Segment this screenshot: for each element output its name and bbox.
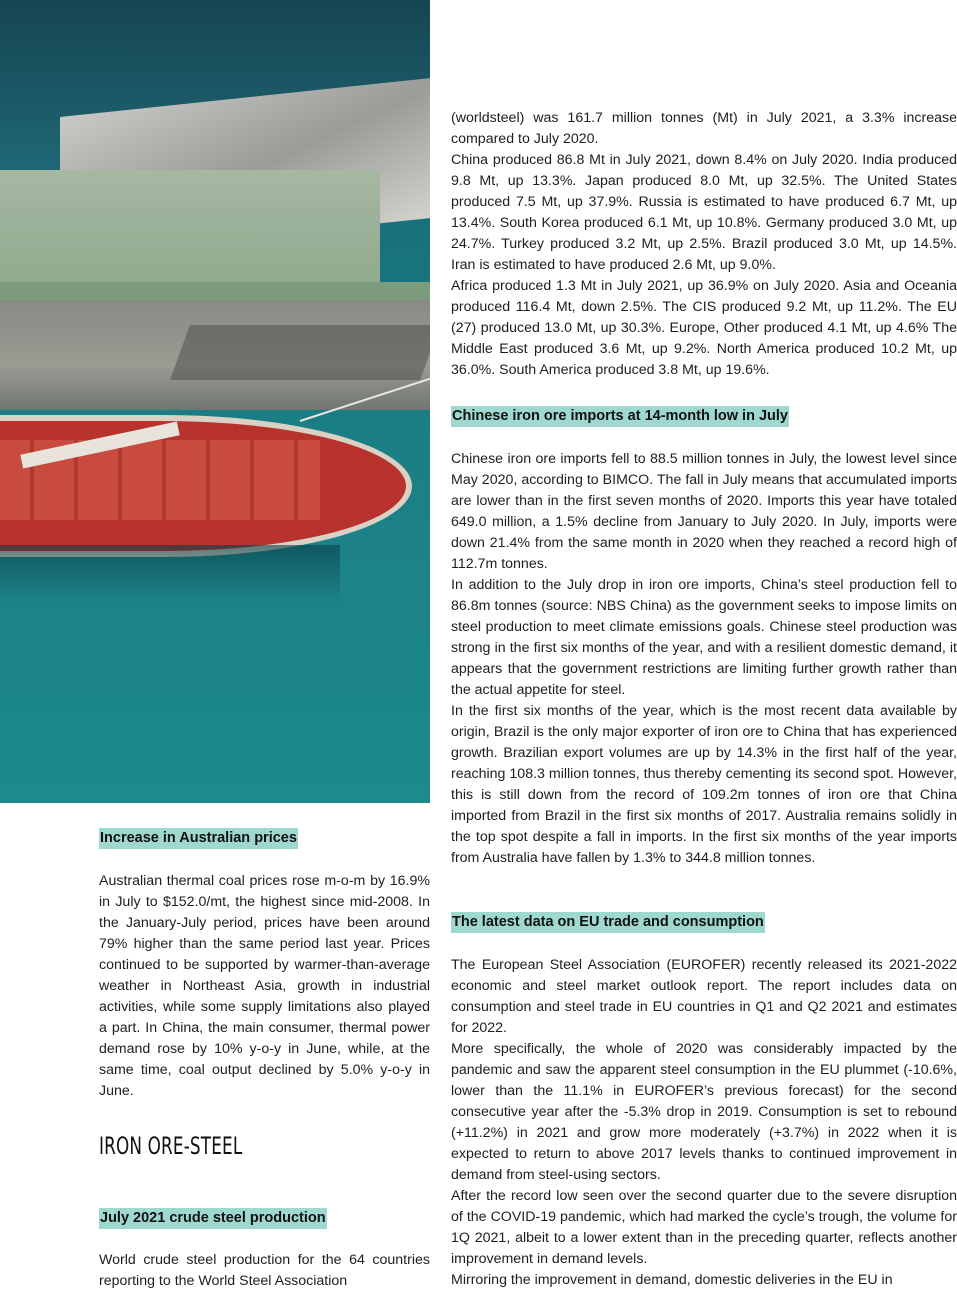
paragraph: World crude steel production for the 64 countries reporting to the World Steel Association xyxy=(99,1252,430,1289)
worldsteel-block xyxy=(451,108,957,381)
eu-block xyxy=(451,955,957,1291)
paragraph: Chinese iron ore imports fell to 88.5 million tonnes in July, the lowest level since May 2020, according to BIMCO. The fall in July means that accumulated imports are lower than in the first seven months of 2020. Imports this year have totaled 649.0 million, a 1.5% decline from January to July 2020. In July, imports were down 21.4% from the same month in 2020 when they reached a record high of 112.7m tonnes. xyxy=(451,451,957,572)
paragraph: (worldsteel) was 161.7 million tonnes (Mt) in July 2021, a 3.3% increase compared to July 2020. xyxy=(451,110,957,147)
paragraph: China produced 86.8 Mt in July 2021, down 8.4% on July 2020. India produced 9.8 Mt, up 13.3%. Japan produced 8.0 Mt, up 32.5%. The United States produced 7.5 Mt, up 37.9%. Russia is estimated to have produced 6.7 Mt, up 13.4%. South Korea produced 6.1 Mt, up 10.8%. Germany produced 3.0 Mt, up 24.7%. Turkey produced 3.2 Mt, up 2.5%. Brazil produced 3.0 Mt, up 14.5%. Iran is estimated to have produced 2.6 Mt, up 9.0%. xyxy=(451,152,957,273)
heading-australian-prices: Increase in Australian prices xyxy=(99,828,298,849)
heading-eu-block xyxy=(451,912,957,933)
paragraph: In the first six months of the year, which is the most recent data available by origin, Brazil is the only major exporter of iron ore to China that has experienced growth. Brazilian export volumes are up by 14.3% in the first half of the year, reaching 108.3 million tonnes, thus thereby cementing its second spot. However, this is still down from the record of 109.2m tonnes of iron ore that China imported from Brazil in the first six months of 2017. Australia remains solidly in the top spot despite a fall in imports. In the first six months of the year imports from Australia have fallen by 1.3% to 344.8 million tonnes. xyxy=(451,703,957,866)
quay-shadow xyxy=(170,325,430,380)
heading-australia-block xyxy=(99,828,430,849)
heading-eu-trade: The latest data on EU trade and consumption xyxy=(451,912,765,933)
hull-shadow xyxy=(0,545,340,605)
paragraph: Australian thermal coal prices rose m-o-m by 16.9% in July to $152.0/mt, the highest since mid-2008. In the January-July period, prices have been around 79% higher than the same period last year. Prices continued to be supported by warmer-than-average weather in Northeast Asia, growth in industrial activities, while some supply limitations also played a part. In China, the main consumer, thermal power demand rose by 10% y-o-y in June, while, at the same time, coal output declined by 5.0% y-o-y in June. xyxy=(99,873,430,1099)
warehouse-roof xyxy=(0,170,380,300)
heading-crude-steel: July 2021 crude steel production xyxy=(99,1208,327,1229)
section-title: IRON ORE-STEEL xyxy=(99,1132,243,1160)
paragraph: In addition to the July drop in iron ore imports, China’s steel production fell to 86.8m tonnes (source: NBS China) as the government seeks to impose limits on steel production to meet climate emissions goals. Chinese steel production was strong in the first six months of the year, and with a resilient domestic demand, it appears that the government restrictions are limiting further growth rather than the actual appetite for steel. xyxy=(451,577,957,698)
paragraph: Africa produced 1.3 Mt in July 2021, up 36.9% on July 2020. Asia and Oceania produced 116.4 Mt, down 2.5%. The CIS produced 9.2 Mt, up 11.2%. The EU (27) produced 13.0 Mt, up 30.3%. Europe, Other produced 4.1 Mt, up 4.6% The Middle East produced 3.6 Mt, up 9.2%. North America produced 10.2 Mt, up 36.0%. South America produced 3.8 Mt, up 19.6%. xyxy=(451,278,957,378)
crude-block xyxy=(99,1250,430,1292)
paragraph: The European Steel Association (EUROFER) recently released its 2021-2022 economic and steel market outlook report. The report includes data on consumption and steel trade in EU countries in Q1 and Q2 2021 and estimates for 2022. xyxy=(451,957,957,1036)
heading-crude-block xyxy=(99,1208,430,1229)
paragraph: More specifically, the whole of 2020 was considerably impacted by the pandemic and saw the apparent steel consumption in the EU plummet (-10.6%, lower than the 11.1% in EUROFER’s previous forecast) for the second consecutive year after the -5.3% drop in 2019. Consumption is set to rebound (+11.2%) in 2021 and grow more moderately (+3.7%) in 2022 when it is expected to return to above 2017 levels thanks to continued improvement in demand from steel-using sectors. xyxy=(451,1041,957,1183)
australia-block xyxy=(99,871,430,1102)
port-ship-photo xyxy=(0,0,430,803)
heading-iron-ore-block xyxy=(451,406,957,427)
iron-ore-block xyxy=(451,449,957,869)
paragraph: Mirroring the improvement in demand, domestic deliveries in the EU in xyxy=(451,1272,893,1288)
paragraph: After the record low seen over the second quarter due to the severe disruption of the COVID-19 pandemic, which had marked the cycle’s trough, the volume for 1Q 2021, albeit to a lower extent than in the preceding quarter, reflects another improvement in demand levels. xyxy=(451,1188,957,1267)
heading-iron-ore-imports: Chinese iron ore imports at 14-month low in July xyxy=(451,406,789,427)
